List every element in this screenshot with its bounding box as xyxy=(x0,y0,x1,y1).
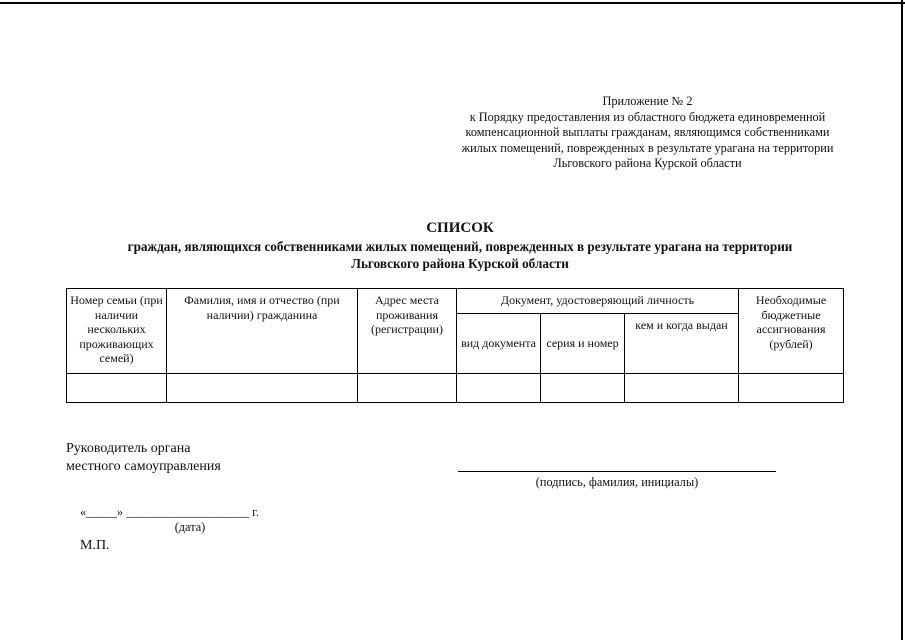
header-doc-type: вид документа xyxy=(457,314,541,374)
appendix-line: жилых помещений, поврежденных в результате урагана на территории xyxy=(461,140,834,155)
date-field[interactable]: «_____» ____________________ г. xyxy=(80,505,259,519)
head-title-line1: Руководитель органа xyxy=(66,441,191,456)
header-full-name: Фамилия, имя и отчество (при наличии) гражданина xyxy=(167,289,358,374)
table-cell[interactable] xyxy=(739,374,844,403)
appendix-block xyxy=(440,94,855,172)
head-title-line2: местного самоуправления xyxy=(66,458,221,474)
table-cell[interactable] xyxy=(541,374,625,403)
table-cell[interactable] xyxy=(67,374,167,403)
header-doc-issued: кем и когда выдан xyxy=(625,314,739,374)
appendix-line: компенсационной выплаты гражданам, являющимся собственниками xyxy=(465,125,830,139)
date-caption: (дата) xyxy=(174,520,206,534)
header-doc-series: серия и номер xyxy=(541,314,625,374)
table-cell[interactable] xyxy=(625,374,739,403)
title-subtitle-line1: граждан, являющихся собственниками жилых помещений, поврежденных в результате урагана на территории xyxy=(127,239,793,254)
table-header-row xyxy=(67,289,844,314)
header-address: Адрес места проживания (регистрации) xyxy=(358,289,457,374)
appendix-number: Приложение № 2 xyxy=(602,94,693,108)
title-main: СПИСОК xyxy=(426,220,494,236)
appendix-line: к Порядку предоставления из областного бюджета единовременной xyxy=(469,109,826,124)
head-title xyxy=(66,440,221,475)
table-cell[interactable] xyxy=(167,374,358,403)
page-frame-top xyxy=(0,2,905,4)
appendix-line: Льговского района Курской области xyxy=(553,156,742,170)
header-id-document: Документ, удостоверяющий личность xyxy=(457,289,739,314)
table-cell[interactable] xyxy=(457,374,541,403)
signature-line[interactable] xyxy=(458,471,776,472)
page-frame-right xyxy=(901,0,903,640)
citizens-table xyxy=(66,288,844,403)
signature-caption: (подпись, фамилия, инициалы) xyxy=(535,475,699,489)
header-budget: Необходимые бюджетные ассигнования (рублей) xyxy=(739,289,844,374)
table-cell[interactable] xyxy=(358,374,457,403)
table-row xyxy=(67,374,844,403)
title-subtitle-line2: Льговского района Курской области xyxy=(351,256,569,271)
document-title xyxy=(50,219,870,272)
stamp-place-label: М.П. xyxy=(80,538,110,553)
header-family-number: Номер семьи (при наличии нескольких проживающих семей) xyxy=(67,289,167,374)
